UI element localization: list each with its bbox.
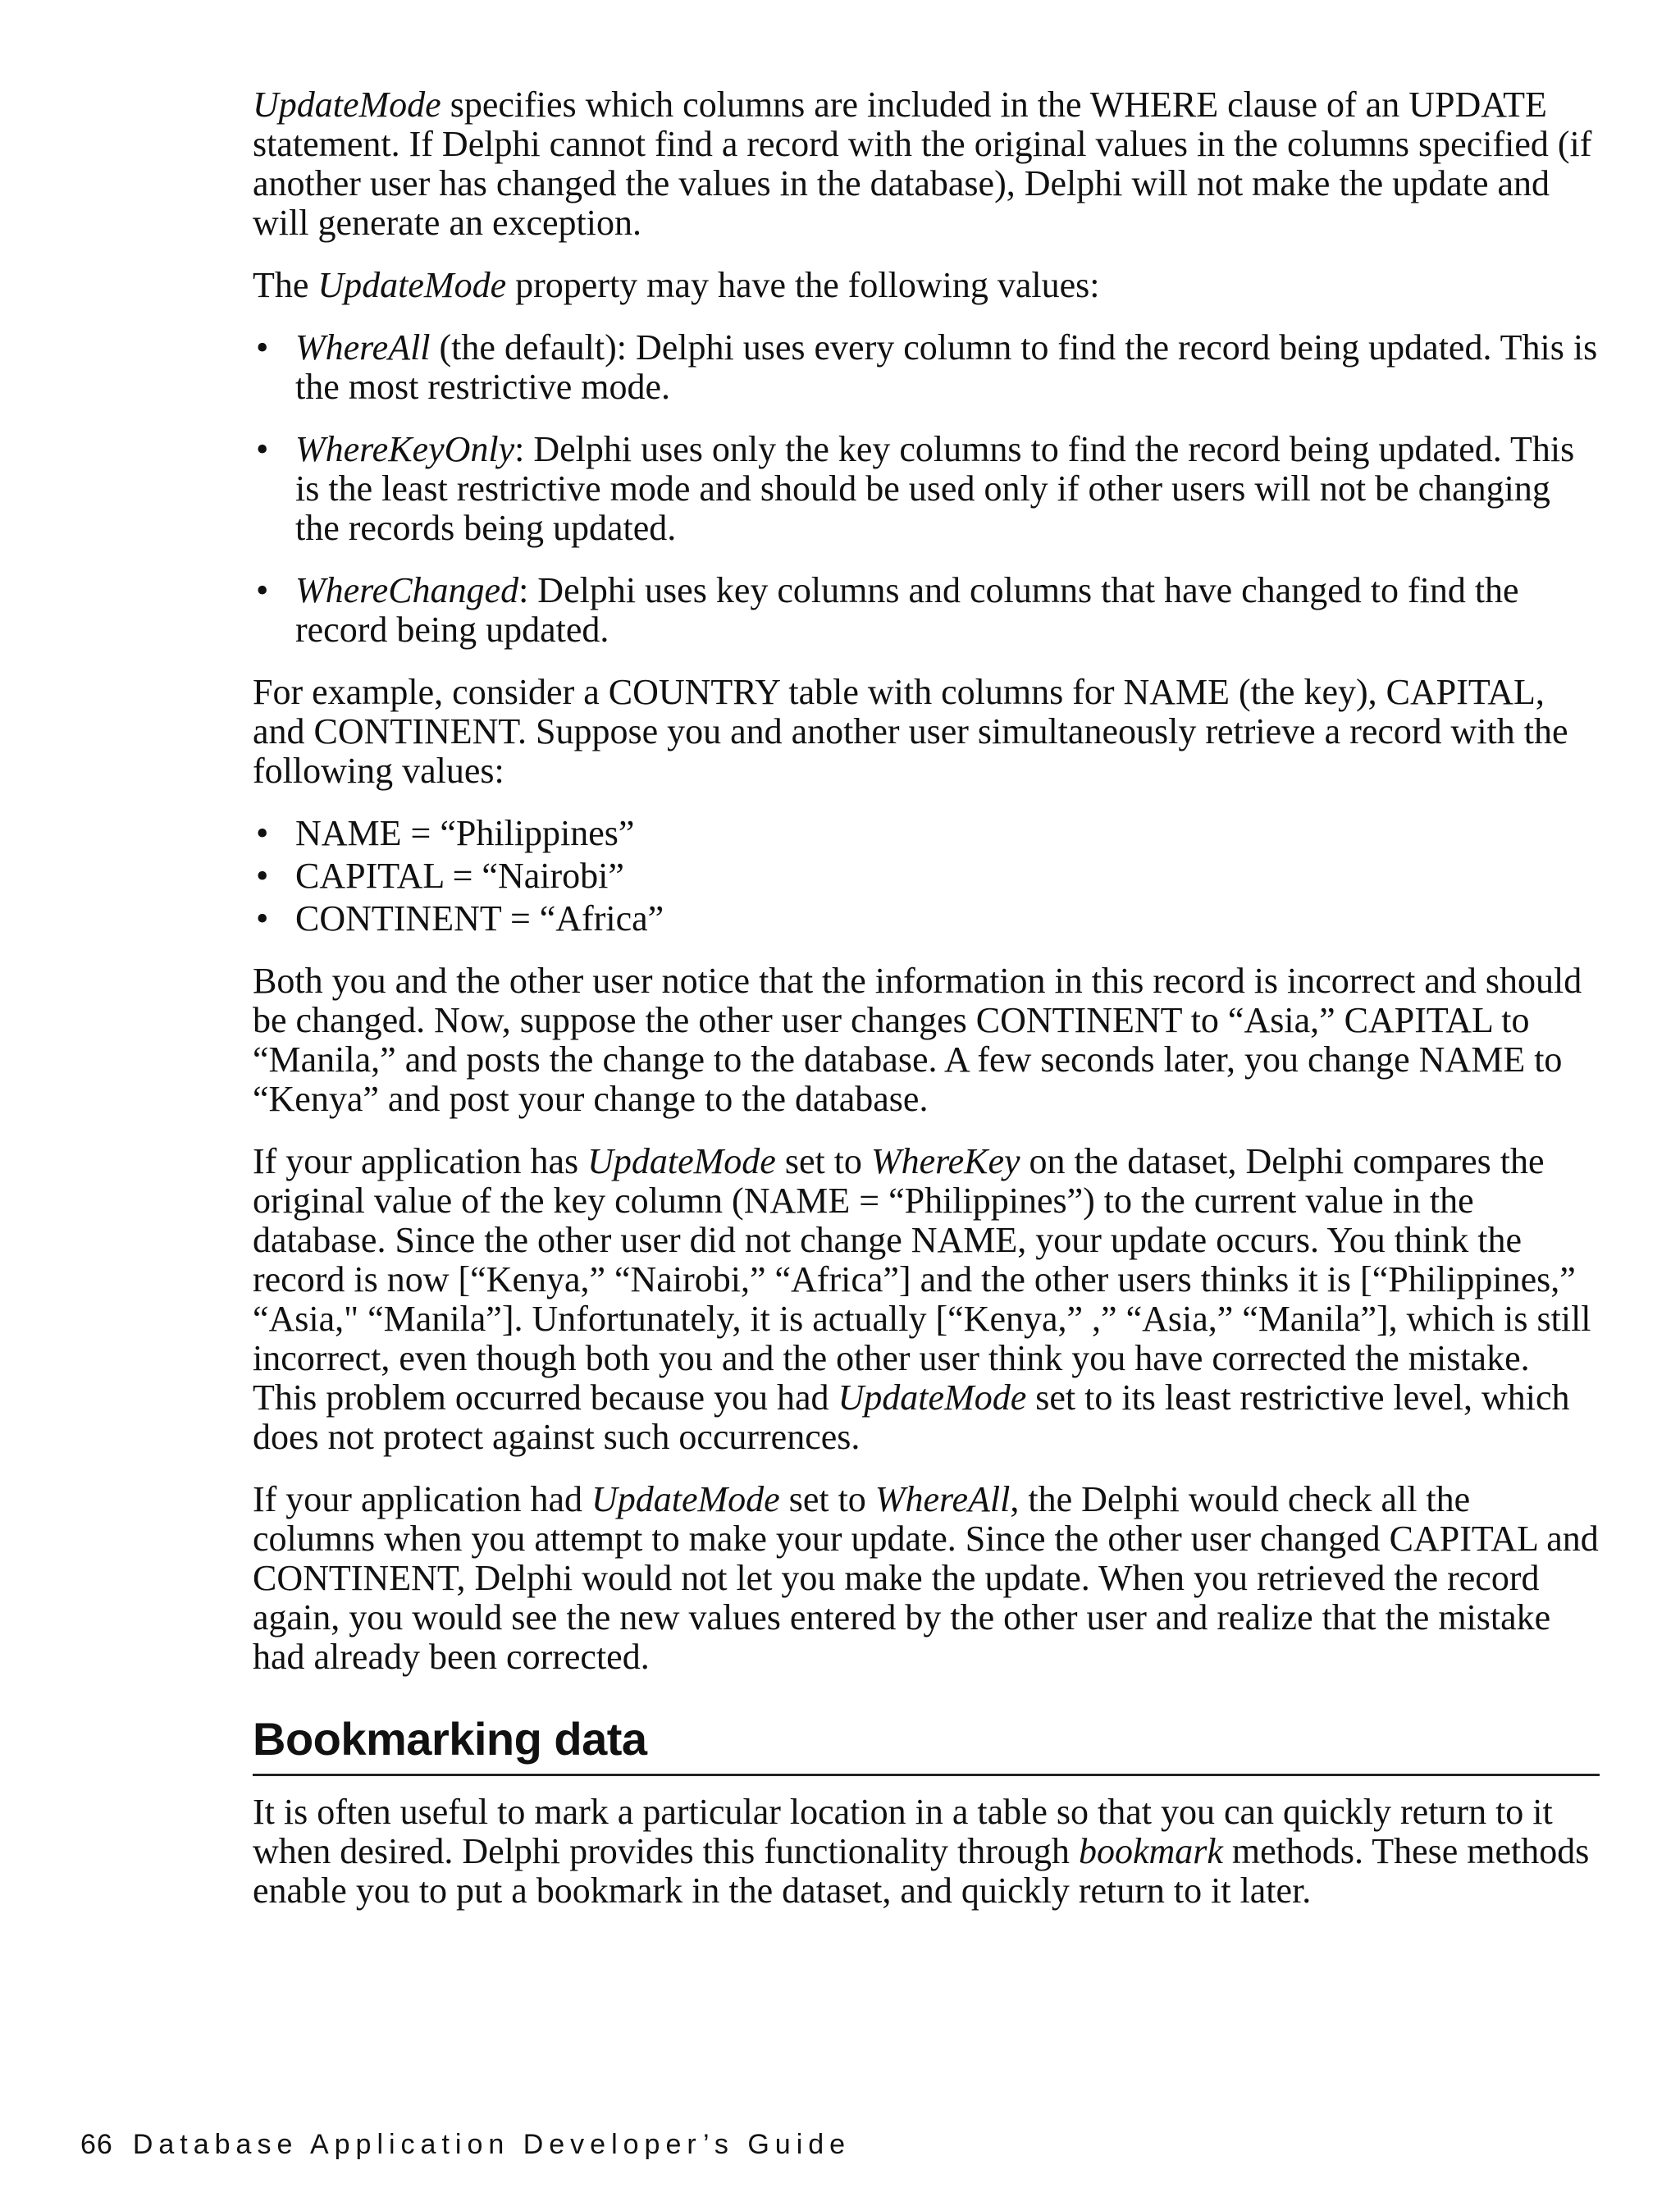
term-whereall: WhereAll xyxy=(295,327,431,368)
record-values-list xyxy=(253,814,1600,939)
paragraph-text: The xyxy=(253,265,318,305)
term-whereall: WhereAll xyxy=(874,1479,1011,1519)
page-body xyxy=(253,85,1600,1934)
paragraph-text: , the Delphi would check all the columns when you attempt to make your update. Since the other user changed CAPITAL and CONTINENT, Delphi would not let you make the update. When you retrieved the record again, you would see the new values entered by the other user and realize that the mistake had already been corrected. xyxy=(253,1479,1599,1677)
paragraph-text: It is often useful to mark a particular location in a table so that you can quickly return to it when desired. Delphi provides this functionality through xyxy=(253,1792,1553,1871)
paragraph-text: set to xyxy=(775,1141,871,1181)
term-updatemode: UpdateMode xyxy=(317,265,507,305)
paragraph-example-intro: For example, consider a COUNTRY table with columns for NAME (the key), CAPITAL, and CONTINENT. Suppose you and another user simultaneously retrieve a record with the following values: xyxy=(253,672,1568,791)
list-item-wherekeyonly xyxy=(253,430,1600,548)
paragraph-text: set to xyxy=(779,1479,875,1519)
section-heading-bookmarking: Bookmarking data xyxy=(253,1713,1600,1776)
term-updatemode: UpdateMode xyxy=(838,1377,1027,1418)
paragraph-whereall-result xyxy=(253,1480,1600,1677)
list-item-wherechanged xyxy=(253,571,1600,650)
page-footer xyxy=(80,2128,851,2161)
list-item-name-value: • NAME = “Philippines” xyxy=(253,814,1600,853)
list-item-text: : Delphi uses only the key columns to find the record being updated. This is the least restrictive mode and should be used only if other users will not be changing the records being updated. xyxy=(295,429,1575,548)
book-title: Database Application Developer’s Guide xyxy=(132,2129,851,2160)
list-item-whereall xyxy=(253,328,1600,407)
term-wherekey: WhereKey xyxy=(870,1141,1020,1181)
paragraph-text: property may have the following values: xyxy=(506,265,1100,305)
paragraph-text: methods. These methods enable you to put a bookmark in the dataset, and quickly return to it later. xyxy=(253,1831,1590,1911)
updatemode-values-list xyxy=(253,328,1600,650)
paragraph-text: If your application had xyxy=(253,1479,591,1519)
term-bookmark: bookmark xyxy=(1078,1831,1223,1871)
paragraph-updatemode-intro xyxy=(253,85,1600,243)
term-wherechanged: WhereChanged xyxy=(295,570,519,610)
paragraph-wherekey-result xyxy=(253,1142,1600,1457)
page-number: 66 xyxy=(80,2129,113,2160)
term-updatemode: UpdateMode xyxy=(587,1141,776,1181)
paragraph-example-scenario: Both you and the other user notice that the information in this record is incorrect and should be changed. Now, suppose the other user changes CONTINENT to “Asia,” CAPITAL to “Manila,” and posts the change to the database. A few seconds later, you change NAME to “Kenya” and post your change to the database. xyxy=(253,961,1582,1119)
paragraph-text: specifies which columns are included in the WHERE clause of an UPDATE statement. If Delphi cannot find a record with the original values in the columns specified (if another user has changed the values in the database), Delphi will not make the update and will generate an exception. xyxy=(253,84,1592,243)
list-item-text: : Delphi uses key columns and columns that have changed to find the record being updated. xyxy=(295,570,1519,650)
list-item-capital-value: • CAPITAL = “Nairobi” xyxy=(253,856,1600,896)
paragraph-text: on the dataset, Delphi compares the original value of the key column (NAME = “Philippines”) to the current value in the database. Since the other user did not change NAME, your update occurs. You think the record is now [“Kenya,” “Nairobi,” “Africa”] and the other users thinks it is [“Philippines,” “Asia," “Manila”]. Unfortunately, it is actually [“Kenya,” ,” “Asia,” “Manila”], which is still incorrect, even though both you and the other user think you have corrected the mistake. This problem occurred because you had xyxy=(253,1141,1591,1418)
term-updatemode: UpdateMode xyxy=(591,1479,780,1519)
paragraph-text: If your application has xyxy=(253,1141,588,1181)
list-item-continent-value: • CONTINENT = “Africa” xyxy=(253,899,1600,939)
paragraph-bookmarking-intro xyxy=(253,1793,1600,1911)
list-item-text: (the default): Delphi uses every column to find the record being updated. This is the most restrictive mode. xyxy=(295,327,1598,407)
term-wherekeyonly: WhereKeyOnly xyxy=(295,429,515,469)
paragraph-values-intro xyxy=(253,266,1600,305)
paragraph-text: set to its least restrictive level, which does not protect against such occurrences. xyxy=(253,1377,1570,1457)
term-updatemode: UpdateMode xyxy=(253,84,441,125)
